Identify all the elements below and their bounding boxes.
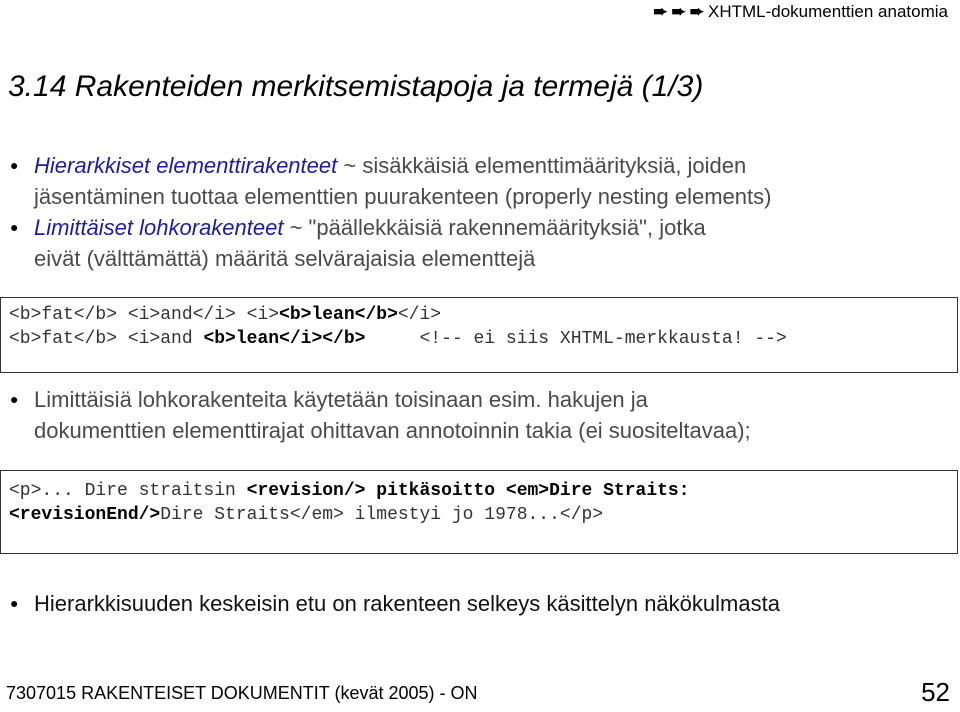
running-title: XHTML-dokumenttien anatomia <box>707 2 948 21</box>
code-comment: <!-- ei siis XHTML-merkkausta! --> <box>365 329 787 349</box>
list-item <box>10 588 955 619</box>
bullet-text: dokumenttien elementtirajat ohittavan annotoinnin takia (ei suositeltavaa); <box>34 418 751 443</box>
code-text <box>365 481 376 501</box>
slide-title: 3.14 Rakenteiden merkitsemistapoja ja termejä (1/3) <box>8 70 704 103</box>
code-text: </i> <box>397 305 442 325</box>
footer-course: 7307015 RAKENTEISET DOKUMENTIT (kevät 2005) - ON <box>6 683 478 703</box>
page-number: 52 <box>921 677 950 707</box>
code-text-bold: pitkäsoitto <em>Dire Straits: <box>376 481 690 501</box>
code-example-overlap <box>0 470 958 554</box>
bullet-text: ~ sisäkkäisiä elementtimäärityksiä, joiden <box>337 153 747 178</box>
list-item <box>10 150 940 212</box>
code-text-bold: <b>lean</b> <box>279 305 398 325</box>
bullet-text: eivät (välttämättä) määritä selvärajaisia elementtejä <box>34 246 536 271</box>
bullet-list-bottom <box>10 588 955 619</box>
code-text: <b>fat</b> <i>and</i> <i> <box>9 305 280 325</box>
bullet-icon: ● <box>10 219 19 235</box>
list-item <box>10 384 940 446</box>
arrow-right-icon: ➨ <box>653 2 668 21</box>
code-text: <b>fat</b> <i>and <box>9 329 204 349</box>
bullet-text: Hierarkkisuuden keskeisin etu on rakenteen selkeys käsittelyn näkökulmasta <box>34 591 780 616</box>
bullet-text: jäsentäminen tuottaa elementtien puurakenteen (properly nesting elements) <box>34 184 772 209</box>
bullet-icon: ● <box>10 595 19 611</box>
bullet-icon: ● <box>10 391 19 407</box>
bullet-list-middle <box>10 384 940 446</box>
term-hierarchical: Hierarkkiset elementtirakenteet <box>34 153 338 178</box>
code-example-nesting <box>0 297 958 373</box>
bullet-list-top <box>10 150 940 274</box>
bullet-text: Limittäisiä lohkorakenteita käytetään toisinaan esim. hakujen ja <box>34 387 648 412</box>
code-text: Dire Straits</em> ilmestyi jo 1978...</p> <box>160 505 604 525</box>
list-item <box>10 212 940 274</box>
arrow-right-icon: ➨ <box>671 2 686 21</box>
bullet-text: ~ "päällekkäisiä rakennemäärityksiä", jotka <box>283 215 706 240</box>
arrow-right-icon: ➨ <box>689 2 704 21</box>
code-text-bold: <revision/> <box>246 481 366 501</box>
term-overlapping: Limittäiset lohkorakenteet <box>34 215 284 240</box>
code-text-bold: <revisionEnd/> <box>9 505 161 525</box>
running-header <box>653 2 948 22</box>
code-text: <p>... Dire straitsin <box>9 481 247 501</box>
bullet-icon: ● <box>10 157 19 173</box>
code-text-bold: <b>lean</i></b> <box>203 329 366 349</box>
